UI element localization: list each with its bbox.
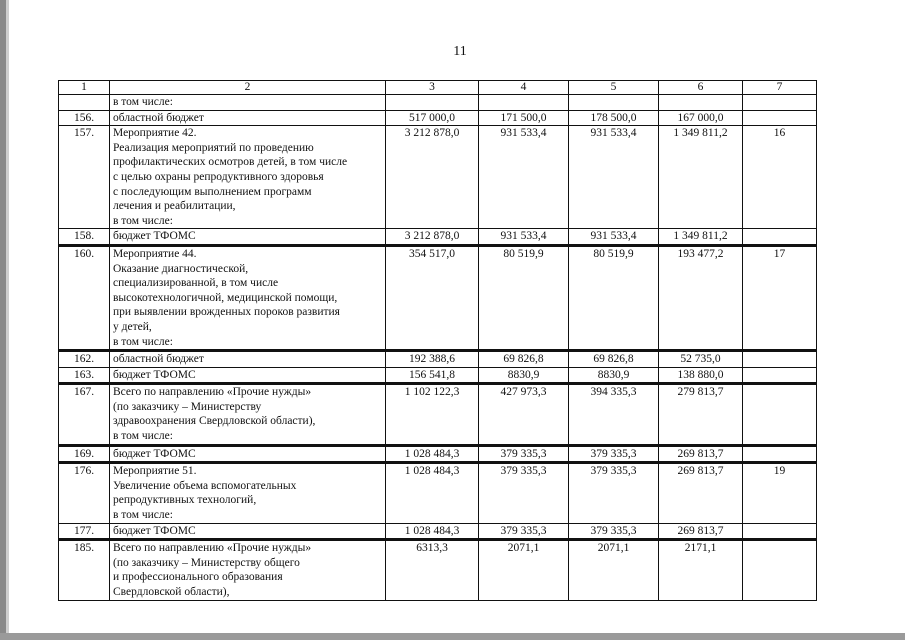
reference-cell: [743, 540, 817, 600]
amount-cell-c4: 2071,1: [479, 540, 569, 600]
amount-cell-c6: 279 813,7: [659, 384, 743, 445]
reference-cell: 17: [743, 245, 817, 350]
amount-cell-c4: 379 335,3: [479, 445, 569, 463]
column-header-2: 2: [110, 81, 386, 95]
reference-cell: 19: [743, 463, 817, 523]
table-row: [59, 445, 817, 463]
amount-cell-c5: 931 533,4: [569, 229, 659, 246]
amount-cell-c6: 52 735,0: [659, 351, 743, 368]
amount-cell-c4: 80 519,9: [479, 245, 569, 350]
header-row: [59, 81, 817, 95]
description-line: областной бюджет: [113, 353, 204, 366]
description-line: (по заказчику – Министерству: [113, 400, 262, 413]
reference-cell: [743, 523, 817, 540]
amount-cell-c4: 931 533,4: [479, 229, 569, 246]
column-header-7: 7: [743, 81, 817, 95]
reference-cell: 16: [743, 126, 817, 229]
row-number: 160.: [59, 245, 110, 350]
row-number: 156.: [59, 110, 110, 126]
description-line: здравоохранения Свердловской области),: [113, 415, 316, 428]
row-number: 185.: [59, 540, 110, 600]
row-number: 177.: [59, 523, 110, 540]
table-row: [59, 95, 817, 111]
reference-cell: [743, 110, 817, 126]
row-number: 157.: [59, 126, 110, 229]
amount-cell-c6: 1 349 811,2: [659, 229, 743, 246]
amount-cell-c4: 171 500,0: [479, 110, 569, 126]
description-line: бюджет ТФОМС: [113, 524, 196, 537]
description-line: Мероприятие 51.: [113, 465, 197, 478]
reference-cell: [743, 351, 817, 368]
table-row: [59, 126, 817, 229]
amount-cell-c3: 3 212 878,0: [386, 126, 479, 229]
description-line: областной бюджет: [113, 111, 204, 124]
column-header-3: 3: [386, 81, 479, 95]
table-row: [59, 229, 817, 246]
row-description: [110, 523, 386, 540]
row-number: 158.: [59, 229, 110, 246]
description-line: в том числе:: [113, 214, 173, 227]
amount-cell-c5: 394 335,3: [569, 384, 659, 445]
row-description: [110, 95, 386, 111]
scan-edge-bottom: [0, 633, 905, 640]
amount-cell-c4: 427 973,3: [479, 384, 569, 445]
scan-edge-left-shadow: [6, 0, 9, 640]
description-line: (по заказчику – Министерству общего: [113, 556, 300, 569]
table-row: [59, 367, 817, 384]
description-line: репродуктивных технологий,: [113, 494, 257, 507]
column-header-1: 1: [59, 81, 110, 95]
amount-cell-c4: 379 335,3: [479, 523, 569, 540]
row-number: 169.: [59, 445, 110, 463]
column-header-4: 4: [479, 81, 569, 95]
description-line: профилактических осмотров детей, в том числе: [113, 156, 348, 169]
description-line: лечения и реабилитации,: [113, 200, 236, 213]
row-description: [110, 245, 386, 350]
row-description: [110, 540, 386, 600]
description-line: в том числе:: [113, 509, 173, 522]
reference-cell: [743, 229, 817, 246]
row-description: [110, 126, 386, 229]
reference-cell: [743, 445, 817, 463]
description-line: и профессионального образования: [113, 571, 283, 584]
description-line: в том числе:: [113, 430, 173, 443]
reference-cell: [743, 367, 817, 384]
description-line: в том числе:: [113, 335, 173, 348]
amount-cell-c3: [386, 95, 479, 111]
table-body: [59, 95, 817, 601]
amount-cell-c6: 138 880,0: [659, 367, 743, 384]
table-row: [59, 245, 817, 350]
amount-cell-c5: 80 519,9: [569, 245, 659, 350]
column-header-5: 5: [569, 81, 659, 95]
description-line: бюджет ТФОМС: [113, 447, 196, 460]
amount-cell-c4: 8830,9: [479, 367, 569, 384]
description-line: Всего по направлению «Прочие нужды»: [113, 386, 312, 399]
description-line: с последующим выполнением программ: [113, 185, 312, 198]
amount-cell-c6: 193 477,2: [659, 245, 743, 350]
description-line: с целью охраны репродуктивного здоровья: [113, 170, 324, 183]
amount-cell-c3: 156 541,8: [386, 367, 479, 384]
amount-cell-c3: 1 028 484,3: [386, 445, 479, 463]
description-line: Оказание диагностической,: [113, 262, 249, 275]
amount-cell-c3: 517 000,0: [386, 110, 479, 126]
description-line: у детей,: [113, 320, 152, 333]
table-row: [59, 523, 817, 540]
description-line: Мероприятие 42.: [113, 127, 197, 140]
amount-cell-c6: [659, 95, 743, 111]
amount-cell-c5: 931 533,4: [569, 126, 659, 229]
amount-cell-c6: 1 349 811,2: [659, 126, 743, 229]
reference-cell: [743, 95, 817, 111]
description-line: бюджет ТФОМС: [113, 368, 196, 381]
table-row: [59, 463, 817, 523]
amount-cell-c6: 269 813,7: [659, 463, 743, 523]
amount-cell-c3: 1 102 122,3: [386, 384, 479, 445]
budget-table: [58, 80, 817, 601]
table-row: [59, 384, 817, 445]
row-description: [110, 463, 386, 523]
table-row: [59, 110, 817, 126]
amount-cell-c6: 269 813,7: [659, 523, 743, 540]
amount-cell-c6: 269 813,7: [659, 445, 743, 463]
amount-cell-c5: 178 500,0: [569, 110, 659, 126]
description-line: бюджет ТФОМС: [113, 230, 196, 243]
amount-cell-c4: 931 533,4: [479, 126, 569, 229]
amount-cell-c5: 379 335,3: [569, 523, 659, 540]
page-number: 11: [453, 44, 467, 59]
row-description: [110, 229, 386, 246]
description-line: Увеличение объема вспомогательных: [113, 479, 297, 492]
description-line: Свердловской области),: [113, 586, 230, 598]
description-line: Всего по направлению «Прочие нужды»: [113, 542, 312, 555]
amount-cell-c3: 1 028 484,3: [386, 523, 479, 540]
amount-cell-c5: [569, 95, 659, 111]
amount-cell-c3: 1 028 484,3: [386, 463, 479, 523]
description-line: Мероприятие 44.: [113, 247, 197, 260]
amount-cell-c5: 379 335,3: [569, 463, 659, 523]
row-number: 162.: [59, 351, 110, 368]
row-number: [59, 95, 110, 111]
row-number: 163.: [59, 367, 110, 384]
amount-cell-c3: 3 212 878,0: [386, 229, 479, 246]
row-number: 167.: [59, 384, 110, 445]
description-line: высокотехнологичной, медицинской помощи,: [113, 291, 338, 304]
amount-cell-c6: 2171,1: [659, 540, 743, 600]
row-description: [110, 445, 386, 463]
table-row: [59, 351, 817, 368]
reference-cell: [743, 384, 817, 445]
amount-cell-c6: 167 000,0: [659, 110, 743, 126]
row-description: [110, 384, 386, 445]
description-line: в том числе:: [113, 96, 173, 108]
column-header-6: 6: [659, 81, 743, 95]
description-line: при выявлении врожденных пороков развития: [113, 306, 340, 319]
row-description: [110, 110, 386, 126]
description-line: Реализация мероприятий по проведению: [113, 141, 314, 154]
amount-cell-c5: 8830,9: [569, 367, 659, 384]
amount-cell-c3: 354 517,0: [386, 245, 479, 350]
amount-cell-c5: 379 335,3: [569, 445, 659, 463]
amount-cell-c4: 69 826,8: [479, 351, 569, 368]
amount-cell-c4: 379 335,3: [479, 463, 569, 523]
amount-cell-c3: 192 388,6: [386, 351, 479, 368]
table-row: [59, 540, 817, 600]
row-description: [110, 367, 386, 384]
amount-cell-c5: 2071,1: [569, 540, 659, 600]
amount-cell-c4: [479, 95, 569, 111]
description-line: специализированной, в том числе: [113, 277, 279, 290]
row-description: [110, 351, 386, 368]
amount-cell-c5: 69 826,8: [569, 351, 659, 368]
row-number: 176.: [59, 463, 110, 523]
amount-cell-c3: 6313,3: [386, 540, 479, 600]
